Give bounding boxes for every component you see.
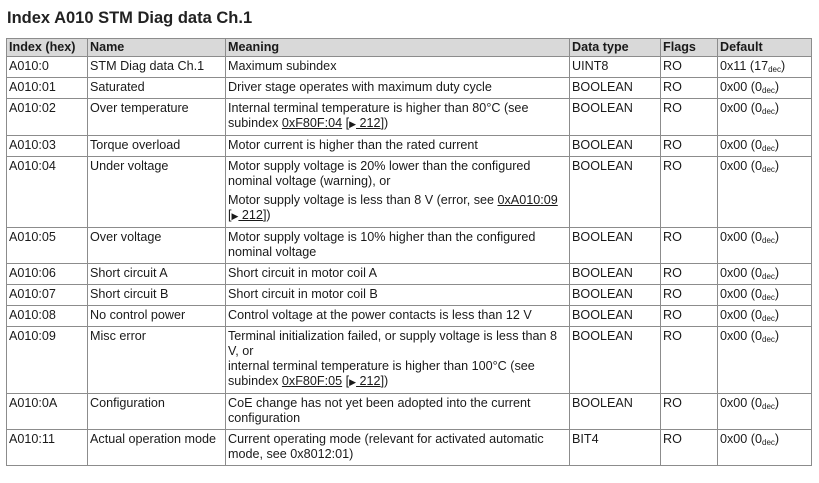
cell-flags: RO [661,78,718,99]
cell-index: A010:03 [7,136,88,157]
cell-meaning: Driver stage operates with maximum duty cycle [226,78,570,99]
default-close: ) [774,138,780,152]
cell-name: Under voltage [88,157,226,228]
default-subscript: dec [762,402,775,411]
default-close: ) [774,266,780,280]
default-close: ) [780,59,786,73]
cell-datatype: BOOLEAN [570,78,661,99]
cell-flags: RO [661,430,718,466]
default-subscript: dec [762,293,775,302]
page-ref-close: ]) [380,116,389,130]
default-close: ) [774,396,780,410]
default-close: ) [774,287,780,301]
page-ref-close: ]) [262,208,271,222]
cell-name: STM Diag data Ch.1 [88,57,226,78]
meaning-text: Internal terminal temperature is higher than 80°C (see subindex [228,101,529,130]
cell-default [718,57,812,78]
default-close: ) [774,159,780,173]
cell-meaning: Short circuit in motor coil B [226,285,570,306]
column-header-datatype: Data type [570,39,661,57]
subindex-ref-link[interactable]: 0xF80F:04 [281,116,343,130]
cell-meaning [226,157,570,228]
cell-datatype: BOOLEAN [570,264,661,285]
cell-index: A010:07 [7,285,88,306]
page-ref-close: ]) [380,374,389,388]
default-subscript: dec [762,272,775,281]
cell-index: A010:01 [7,78,88,99]
meaning-text-2 [228,359,567,390]
column-header-flags: Flags [661,39,718,57]
default-subscript: dec [762,165,775,174]
meaning-text-2-body: internal terminal temperature is higher than 100°C (see subindex [228,359,535,388]
default-subscript: dec [762,438,775,447]
table-row [7,99,812,136]
cell-name: Over temperature [88,99,226,136]
table-header-row [7,39,812,57]
cell-flags: RO [661,264,718,285]
cell-name: Short circuit B [88,285,226,306]
table-row [7,136,812,157]
cell-index: A010:04 [7,157,88,228]
cell-default [718,136,812,157]
cell-default [718,78,812,99]
cell-datatype: BIT4 [570,430,661,466]
page-ref-open: [ [342,374,350,388]
cell-name: Saturated [88,78,226,99]
table-row [7,306,812,327]
cell-datatype: BOOLEAN [570,394,661,430]
cell-datatype: BOOLEAN [570,327,661,394]
default-value: 0x00 (0 [720,287,763,301]
cell-flags: RO [661,327,718,394]
cell-meaning [226,327,570,394]
default-subscript: dec [768,65,781,74]
cell-datatype: BOOLEAN [570,157,661,228]
cell-meaning: CoE change has not yet been adopted into the current configuration [226,394,570,430]
default-value: 0x00 (0 [720,80,763,94]
cell-meaning: Current operating mode (relevant for activated automatic mode, see 0x8012:01) [226,430,570,466]
cell-index: A010:05 [7,228,88,264]
cell-meaning: Motor current is higher than the rated current [226,136,570,157]
cell-datatype: BOOLEAN [570,306,661,327]
default-value: 0x00 (0 [720,101,763,115]
cell-flags: RO [661,136,718,157]
default-close: ) [774,230,780,244]
cell-datatype: BOOLEAN [570,285,661,306]
table-row [7,394,812,430]
table-row [7,78,812,99]
column-header-index: Index (hex) [7,39,88,57]
default-value: 0x00 (0 [720,266,763,280]
default-value: 0x00 (0 [720,329,763,343]
cell-default [718,99,812,136]
cell-index: A010:08 [7,306,88,327]
default-subscript: dec [762,144,775,153]
cell-datatype: BOOLEAN [570,99,661,136]
cell-default [718,228,812,264]
page-ref-link[interactable]: 212 [356,116,381,130]
cell-index: A010:11 [7,430,88,466]
default-subscript: dec [762,335,775,344]
cell-name: Misc error [88,327,226,394]
meaning-text: Terminal initialization failed, or supply voltage is less than 8 V, or [228,329,558,358]
cell-flags: RO [661,228,718,264]
cell-default [718,306,812,327]
cell-default [718,285,812,306]
subindex-ref-link[interactable]: 0xF80F:05 [281,374,343,388]
table-row [7,430,812,466]
page-arrow-icon: ▶ [349,377,357,387]
default-value: 0x11 (17 [720,59,769,73]
table-row [7,285,812,306]
default-value: 0x00 (0 [720,138,763,152]
page-ref-link[interactable]: 212 [238,208,263,222]
cell-index: A010:06 [7,264,88,285]
cell-meaning: Motor supply voltage is 10% higher than the configured nominal voltage [226,228,570,264]
table-row [7,264,812,285]
column-header-name: Name [88,39,226,57]
cell-flags: RO [661,285,718,306]
cell-default [718,327,812,394]
page-ref-link[interactable]: 212 [356,374,381,388]
column-header-meaning: Meaning [226,39,570,57]
page-title: Index A010 STM Diag data Ch.1 [7,9,253,27]
cell-datatype: UINT8 [570,57,661,78]
meaning-text: Motor supply voltage is 20% lower than the configured nominal voltage (warning), or [228,159,531,188]
cell-index: A010:0A [7,394,88,430]
cell-name: No control power [88,306,226,327]
cell-meaning: Short circuit in motor coil A [226,264,570,285]
default-subscript: dec [762,236,775,245]
cell-name: Actual operation mode [88,430,226,466]
cell-index: A010:02 [7,99,88,136]
default-close: ) [774,329,780,343]
cell-default [718,430,812,466]
cell-name: Configuration [88,394,226,430]
default-subscript: dec [762,86,775,95]
default-value: 0x00 (0 [720,308,763,322]
cell-default [718,264,812,285]
default-value: 0x00 (0 [720,432,763,446]
default-close: ) [774,432,780,446]
cell-index: A010:0 [7,57,88,78]
cell-index: A010:09 [7,327,88,394]
cell-flags: RO [661,99,718,136]
default-value: 0x00 (0 [720,230,763,244]
diag-data-table [6,38,812,466]
cell-flags: RO [661,57,718,78]
cell-name: Torque overload [88,136,226,157]
meaning-text-2 [228,193,567,224]
default-subscript: dec [762,314,775,323]
page-ref-open: [ [342,116,350,130]
cell-name: Over voltage [88,228,226,264]
cell-meaning [226,99,570,136]
cell-default [718,394,812,430]
cell-name: Short circuit A [88,264,226,285]
cell-default [718,157,812,228]
default-subscript: dec [762,107,775,116]
table-row [7,327,812,394]
cell-datatype: BOOLEAN [570,228,661,264]
page-arrow-icon: ▶ [349,119,357,129]
table-row [7,157,812,228]
column-header-default: Default [718,39,812,57]
default-value: 0x00 (0 [720,159,763,173]
cell-flags: RO [661,394,718,430]
table-row [7,228,812,264]
table-row [7,57,812,78]
page-ref-open: [ [228,208,232,222]
cell-meaning: Control voltage at the power contacts is less than 12 V [226,306,570,327]
default-close: ) [774,308,780,322]
meaning-text-2-body: Motor supply voltage is less than 8 V (error, see [228,193,498,207]
default-value: 0x00 (0 [720,396,763,410]
default-close: ) [774,80,780,94]
default-close: ) [774,101,780,115]
subindex-ref-link[interactable]: 0xA010:09 [497,193,558,207]
page-arrow-icon: ▶ [231,211,239,221]
cell-datatype: BOOLEAN [570,136,661,157]
cell-meaning: Maximum subindex [226,57,570,78]
cell-flags: RO [661,157,718,228]
cell-flags: RO [661,306,718,327]
